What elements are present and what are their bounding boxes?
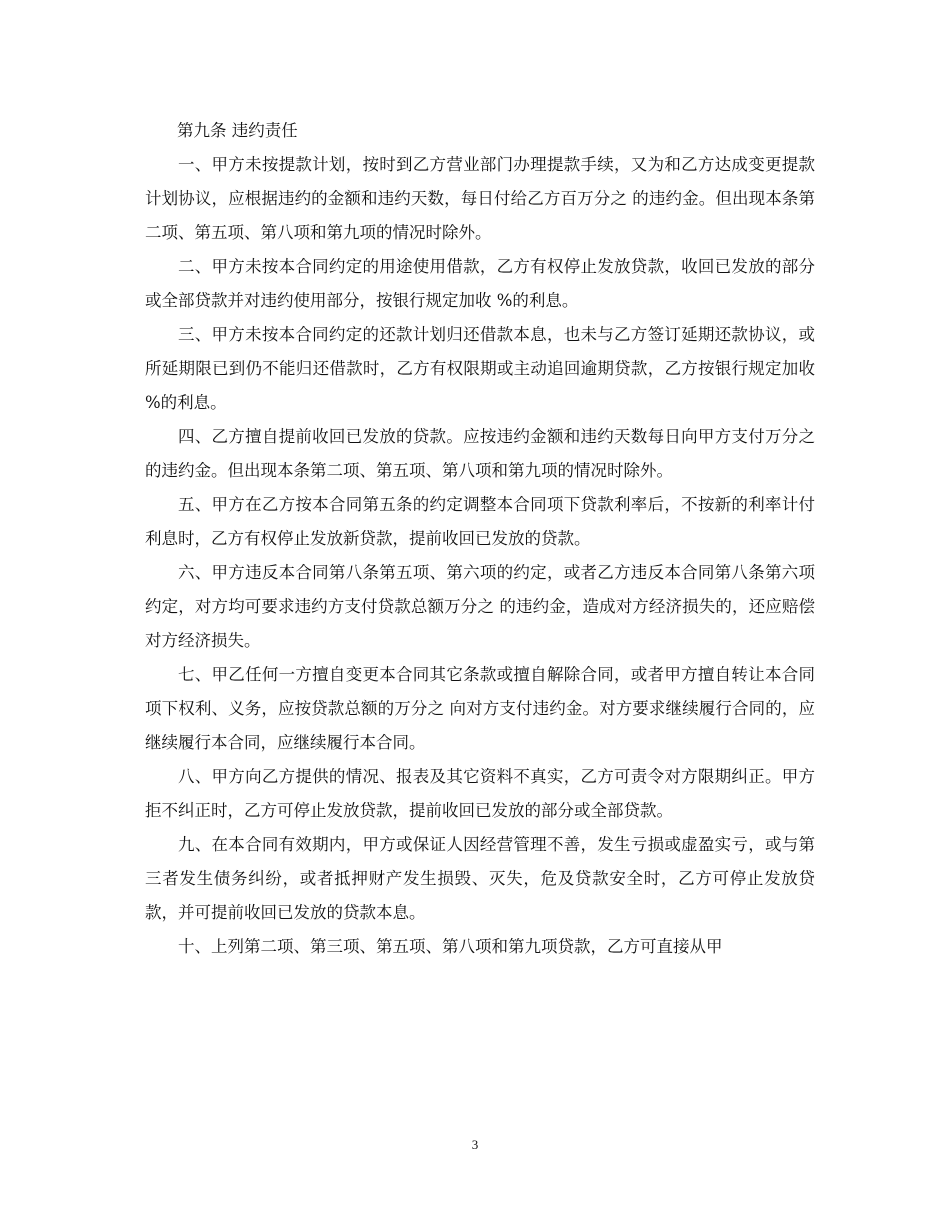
page-number: 3 bbox=[471, 1137, 479, 1152]
clause-paragraph-1: 一、甲方未按提款计划，按时到乙方营业部门办理提款手续，又为和乙方达成变更提款计划协议，应根据违约的金额和违约天数，每日付给乙方百万分之 的违约金。但出现本条第二项、第五项、第八项和第九项的情况时除外。 bbox=[145, 155, 815, 242]
clause-paragraph-6: 六、甲方违反本合同第八条第五项、第六项的约定，或者乙方违反本合同第八条第六项约定，对方均可要求违约方支付贷款总额万分之 的违约金，造成对方经济损失的，还应赔偿对方经济损失。 bbox=[145, 563, 815, 650]
clause-paragraph-3: 三、甲方未按本合同约定的还款计划归还借款本息，也未与乙方签订延期还款协议，或所延期限已到仍不能归还借款时，乙方有权限期或主动追回逾期贷款，乙方按银行规定加收 %的利息。 bbox=[145, 325, 815, 412]
document-body bbox=[145, 114, 815, 964]
article-heading: 第九条 违约责任 bbox=[177, 121, 298, 140]
clause-paragraph-10: 十、上列第二项、第三项、第五项、第八项和第九项贷款，乙方可直接从甲 bbox=[178, 937, 723, 956]
clause-paragraph-7: 七、甲乙任何一方擅自变更本合同其它条款或擅自解除合同，或者甲方擅自转让本合同项下权利、义务，应按贷款总额的万分之 向对方支付违约金。对方要求继续履行合同的，应继续履行本合同，应继续履行本合同。 bbox=[145, 665, 815, 752]
clause-paragraph-9: 九、在本合同有效期内，甲方或保证人因经营管理不善，发生亏损或虚盈实亏，或与第三者发生债务纠纷，或者抵押财产发生损毁、灭失，危及贷款安全时，乙方可停止发放贷款，并可提前收回已发放的贷款本息。 bbox=[145, 835, 815, 922]
clause-paragraph-8: 八、甲方向乙方提供的情况、报表及其它资料不真实，乙方可责令对方限期纠正。甲方拒不纠正时，乙方可停止发放贷款，提前收回已发放的部分或全部贷款。 bbox=[145, 767, 815, 820]
clause-paragraph-5: 五、甲方在乙方按本合同第五条的约定调整本合同项下贷款利率后，不按新的利率计付利息时，乙方有权停止发放新贷款，提前收回已发放的贷款。 bbox=[145, 495, 815, 548]
clause-paragraph-4: 四、乙方擅自提前收回已发放的贷款。应按违约金额和违约天数每日向甲方支付万分之 的违约金。但出现本条第二项、第五项、第八项和第九项的情况时除外。 bbox=[145, 427, 815, 480]
clause-paragraph-2: 二、甲方未按本合同约定的用途使用借款，乙方有权停止发放贷款，收回已发放的部分或全部贷款并对违约使用部分，按银行规定加收 %的利息。 bbox=[145, 257, 815, 310]
